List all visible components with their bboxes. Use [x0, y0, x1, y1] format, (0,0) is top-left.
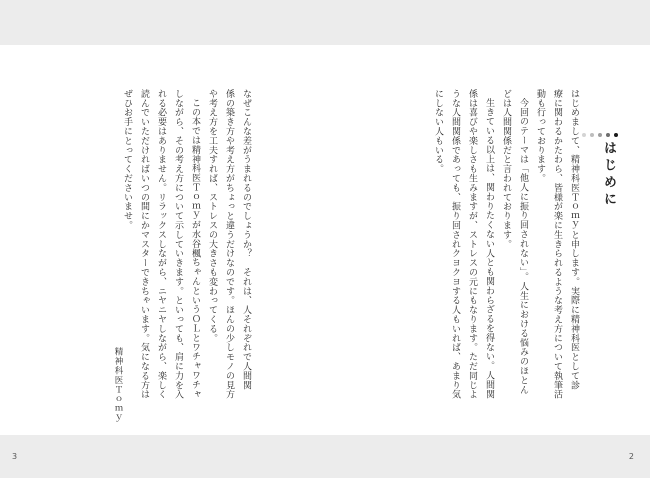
text-line: 読んでいただければいつの間にかマスターできちゃいます。気になる方は — [139, 89, 149, 400]
text-line: ぜひお手にとってくださいませ。 — [122, 89, 132, 230]
author-signature: 精神科医Ｔｏｍｙ — [113, 347, 123, 423]
text-line: 療に関わるかたわら、皆様が楽に生きられるような考え方について執筆活 — [552, 89, 562, 400]
right-page-body — [429, 89, 582, 400]
text-line: 生きている以上は、関わりたくない人とも関わらざるを得ない。人間関 — [484, 98, 494, 399]
heading-dot — [590, 133, 594, 137]
text-line: 今回のテーマは「他人に振り回されない」。人生における悩みのほとん — [518, 98, 528, 395]
page-number-left: 3 — [12, 452, 18, 461]
heading-dot — [606, 133, 610, 137]
text-line: はじめまして、精神科医Ｔｏｍｙと申します。実際に精神科医として診 — [569, 89, 579, 390]
heading-dots — [582, 133, 618, 137]
text-line: うな人間関係であっても、振り回されクヨクヨする人もいれば、あまり気 — [450, 89, 460, 400]
heading-dot — [582, 133, 586, 137]
heading-dot — [598, 133, 602, 137]
text-line: 係は喜びや楽しさも生みますが、ストレスの元にもなります。ただ同じよ — [467, 89, 477, 400]
heading-dot — [614, 133, 618, 137]
text-line: や考え方を工夫すれば、ストレスの大きさも変わってくる。 — [207, 89, 217, 343]
text-line: この本では精神科医Ｔｏｍｙが水谷楓ちゃんというＯＬとワチャワチャ — [190, 98, 200, 399]
chapter-heading: はじめに — [601, 141, 616, 209]
text-line: なぜこんな差がうまれるのでしょうか？ それは、人それぞれで人間関 — [241, 89, 251, 390]
text-line: れる必要はありません。リラックスしながら、ニヤニヤしながら、楽しく — [156, 89, 166, 400]
text-line: しながら、その考え方について示していきます。といっても、肩に力を入 — [173, 89, 183, 400]
text-line: 係の築き方や考え方がちょっと違うだけなのです。ほんの少しモノの見方 — [224, 89, 234, 400]
text-line: どは人間関係だと言われております。 — [501, 89, 511, 249]
book-spread — [0, 45, 650, 435]
left-page-body — [118, 89, 254, 400]
page-number-right: 2 — [628, 452, 634, 461]
text-line: 動も行っております。 — [535, 89, 545, 183]
text-line: にしない人もいる。 — [433, 89, 443, 174]
